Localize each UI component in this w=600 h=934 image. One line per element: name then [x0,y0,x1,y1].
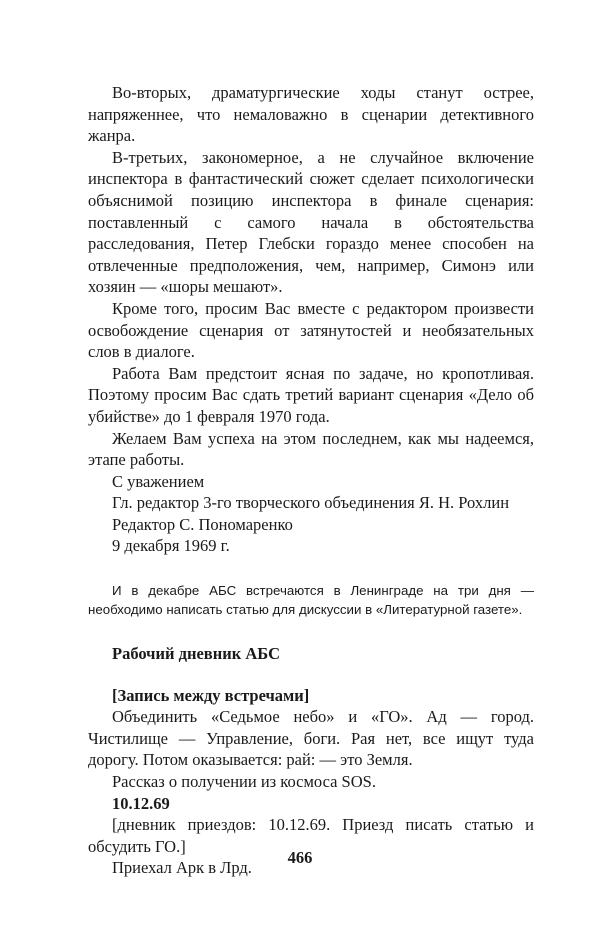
page-number: 466 [287,848,313,867]
letter-date: 9 декабря 1969 г. [112,536,230,556]
letter-closing: С уважением [112,471,205,491]
commentary-note: И в декабре АБС встречаются в Ленинграде на три дня — необходимо написать статью для дискуссии в «Литературной газете». [88,583,534,618]
section-title: Рабочий дневник АБС [112,644,280,664]
diary-entry-3: [дневник приездов: 10.12.69. Приезд писать статью и обсудить ГО.] [88,815,534,856]
page-body [88,82,534,879]
diary-entry-1: Объединить «Седьмое небо» и «ГО». Ад — город. Чистилище — Управление, боги. Рая нет, все ищут туда дорогу. Потом оказывается: рай: — это Земля. [88,707,534,770]
diary-entry-2: Рассказ о получении из космоса SOS. [112,772,376,792]
letter-paragraph-3: Кроме того, просим Вас вместе с редактором произвести освобождение сценария от затянутостей и необязательных слов в диалоге. [88,298,534,362]
letter-paragraph-2: В-третьих, закономерное, а не случайное включение инспектора в фантастический сюжет сделает психологически объяснимой позицию инспектора в финале сценария: поставленный с самого начала в обстоятельства расследования, Петер Глебски гораздо менее способен на отвлеченные предположения, чем, например, Симонэ или хозяин — «шоры мешают». [88,147,534,297]
diary-date-heading: 10.12.69 [112,793,170,813]
diary-entry-4: Приехал Арк в Лрд. [112,858,252,878]
letter-paragraph-4: Работа Вам предстоит ясная по задаче, но кропотливая. Поэтому просим Вас сдать третий вариант сценария «Дело об убийстве» до 1 февраля 1970 года. [88,363,534,426]
letter-signature-editor: Редактор С. Пономаренко [112,514,293,534]
letter-signature-chief-editor: Гл. редактор 3-го творческого объединения Я. Н. Рохлин [112,493,510,513]
subsection-title: [Запись между встречами] [112,685,310,705]
letter-paragraph-1: Во-вторых, драматургические ходы станут острее, напряженнее, что немаловажно в сценарии детективного жанра. [88,83,534,146]
letter-paragraph-5: Желаем Вам успеха на этом последнем, как мы надеемся, этапе работы. [88,428,534,470]
